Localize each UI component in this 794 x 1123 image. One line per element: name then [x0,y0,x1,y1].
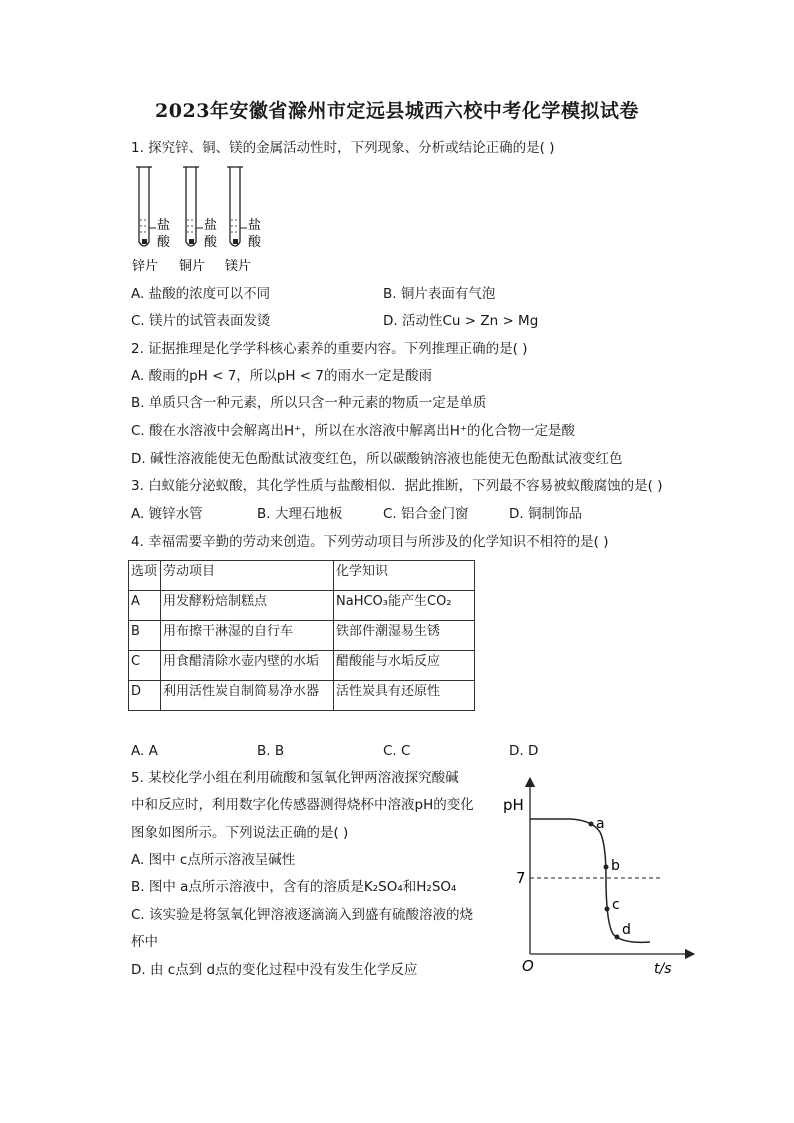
origin-label: O [522,957,534,975]
point-c-label: c [612,897,620,913]
table-row [129,651,475,681]
point-a-label: a [596,816,605,832]
table-cell: 醋酸能与水垢反应 [334,651,475,681]
tube2-label: 铜片 [179,259,206,274]
page-title: 2023年安徽省滁州市定远县城西六校中考化学模拟试卷 [155,100,639,122]
q1-option-b[interactable]: B. 铜片表面有气泡 [383,286,496,302]
point-d-label: d [622,922,631,938]
table-header-cell: 劳动项目 [161,561,334,591]
ph-curve [530,819,650,942]
q4-option-c[interactable]: C. C [383,743,411,759]
table-header-cell: 选项 [129,561,161,591]
q5-option-c-cont: 杯中 [131,934,158,950]
q1-option-d[interactable]: D. 活动性Cu > Zn > Mg [383,313,539,329]
table-cell: 用布擦干淋湿的自行车 [161,621,334,651]
q2-option-a[interactable]: A. 酸雨的pH < 7，所以pH < 7的雨水一定是酸雨 [131,368,432,384]
table-header-cell: 化学知识 [334,561,475,591]
tube1-label: 锌片 [132,259,159,274]
table-cell: A [129,591,161,621]
q5-ph-graph [500,772,700,982]
q3-option-d[interactable]: D. 铜制饰品 [509,506,582,522]
q5-option-b[interactable]: B. 图中 a点所示溶液中，含有的溶质是K₂SO₄和H₂SO₄ [131,879,457,895]
q5-option-a[interactable]: A. 图中 c点所示溶液呈碱性 [131,852,296,868]
q5-stem-line1: 5. 某校化学小组在利用硫酸和氢氧化钾两溶液探究酸碱 [131,770,459,786]
table-cell: D [129,681,161,711]
tube1-acid-top: 盐 [157,218,171,233]
x-axis-label: t/s [654,961,672,977]
point-d [615,935,620,940]
table-cell: B [129,621,161,651]
table-cell: 用发酵粉焙制糕点 [161,591,334,621]
q5-stem-line3: 图象如图所示。下列说法正确的是( ) [131,825,349,841]
q2-stem: 2. 证据推理是化学学科核心素养的重要内容。下列推理正确的是( ) [131,341,528,357]
q4-table [128,560,475,711]
table-cell: NaHCO₃能产生CO₂ [334,591,475,621]
q2-option-c[interactable]: C. 酸在水溶液中会解离出H⁺，所以在水溶液中解离出H⁺的化合物一定是酸 [131,423,576,439]
q3-option-c[interactable]: C. 铝合金门窗 [383,506,469,522]
point-c [605,907,610,912]
table-cell: 利用活性炭自制简易净水器 [161,681,334,711]
table-row [129,681,475,711]
table-header-row [129,561,475,591]
q4-stem: 4. 幸福需要辛勤的劳动来创造。下列劳动项目与所涉及的化学知识不相符的是( ) [131,534,609,550]
ph7-tick-label: 7 [516,869,526,887]
table-row [129,591,475,621]
y-axis-label: pH [503,796,524,814]
test-tube-magnesium [225,167,262,274]
tube3-acid-top: 盐 [248,218,262,233]
table-cell: 活性炭具有还原性 [334,681,475,711]
tube2-acid-bottom: 酸 [204,235,218,250]
q1-option-c[interactable]: C. 镁片的试管表面发烫 [131,313,271,329]
q5-stem-line2: 中和反应时，利用数字化传感器测得烧杯中溶液pH的变化 [131,797,474,813]
q1-option-a[interactable]: A. 盐酸的浓度可以不同 [131,286,271,302]
tube3-acid-bottom: 酸 [248,235,262,250]
test-tube-zinc [132,167,171,274]
q2-option-d[interactable]: D. 碱性溶液能使无色酚酞试液变红色，所以碳酸钠溶液也能使无色酚酞试液变红色 [131,451,623,467]
point-b-label: b [611,858,620,874]
table-cell: 铁部件潮湿易生锈 [334,621,475,651]
q5-option-c[interactable]: C. 该实验是将氢氧化钾溶液逐滴滴入到盛有硫酸溶液的烧 [131,907,474,923]
q2-option-b[interactable]: B. 单质只含一种元素，所以只含一种元素的物质一定是单质 [131,395,487,411]
point-a [589,822,594,827]
q3-option-b[interactable]: B. 大理石地板 [257,506,343,522]
q4-option-d[interactable]: D. D [509,743,539,759]
table-row [129,621,475,651]
q3-stem: 3. 白蚁能分泌蚁酸，其化学性质与盐酸相似．据此推断，下列最不容易被蚁酸腐蚀的是( ) [131,478,663,494]
point-b [604,865,609,870]
tube2-acid-top: 盐 [204,218,218,233]
q5-option-d[interactable]: D. 由 c点到 d点的变化过程中没有发生化学反应 [131,962,418,978]
table-cell: C [129,651,161,681]
tube1-acid-bottom: 酸 [157,235,171,250]
q1-test-tubes-figure [128,162,278,277]
q4-option-b[interactable]: B. B [257,743,285,759]
tube3-label: 镁片 [225,259,252,274]
q3-option-a[interactable]: A. 镀锌水管 [131,506,203,522]
q1-stem: 1. 探究锌、铜、镁的金属活动性时，下列现象、分析或结论正确的是( ) [131,140,555,156]
q4-option-a[interactable]: A. A [131,743,158,759]
test-tube-copper [179,167,218,274]
table-cell: 用食醋清除水壶内壁的水垢 [161,651,334,681]
